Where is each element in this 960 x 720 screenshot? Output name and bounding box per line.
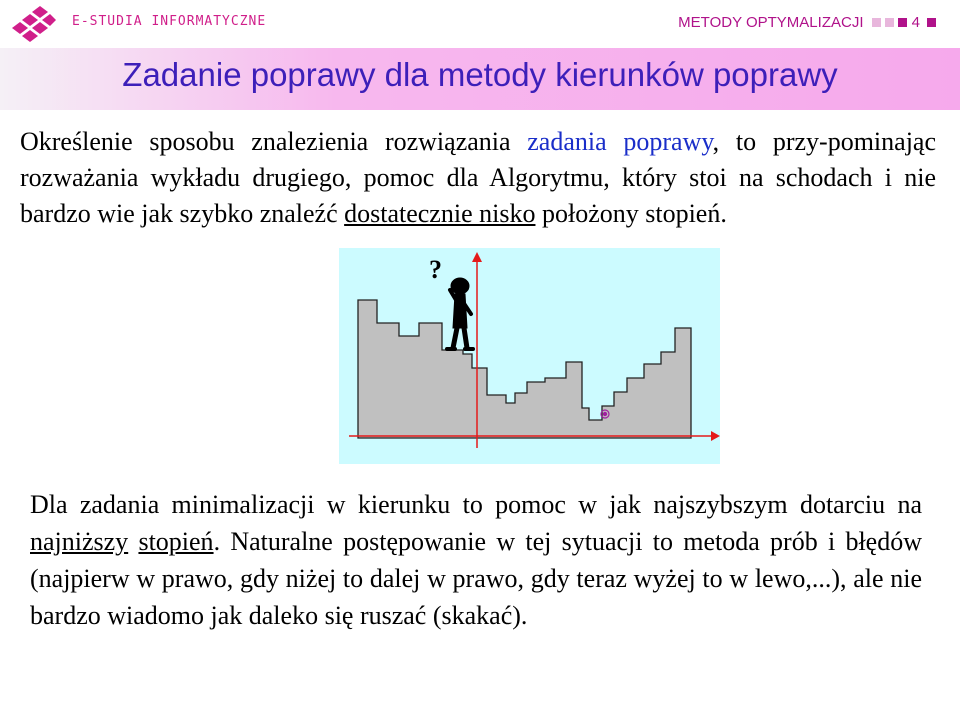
- para2-text-2: . Naturalne postępowanie w tej sytuacji to metoda prób i błędów (najpierw w prawo, gdy niżej to dalej w prawo, gdy teraz wyżej to w lewo,...), ale nie bardzo wiadomo jak daleko się ruszać (skakać).: [30, 527, 922, 630]
- svg-text:?: ?: [429, 255, 442, 284]
- para2-text-1: Dla zadania minimalizacji w kierunku to pomoc w jak najszybszym dotarciu na: [30, 490, 922, 519]
- header-bar: [0, 0, 960, 48]
- x-axis-arrow-icon: [711, 431, 720, 441]
- para1-highlight: zadania poprawy: [527, 127, 713, 156]
- paragraph-intro: [20, 124, 936, 232]
- para2-underlined-1: najniższy: [30, 527, 129, 556]
- staircase-illustration: [339, 248, 720, 464]
- square-icon: [885, 18, 894, 27]
- staircase-steps: [358, 300, 691, 438]
- square-icon: [898, 18, 907, 27]
- para2-space: [128, 527, 138, 556]
- course-name: METODY OPTYMALIZACJI: [678, 14, 864, 31]
- square-icon: [927, 18, 936, 27]
- staircase-figure: [339, 248, 720, 464]
- slide-title: Zadanie poprawy dla metody kierunków poprawy: [122, 56, 838, 93]
- paragraph-minimization: [30, 486, 922, 634]
- y-axis-arrow-icon: [472, 252, 482, 262]
- para1-text-3: położony stopień.: [535, 199, 727, 228]
- course-header: [678, 14, 936, 31]
- brand-name: E-STUDIA INFORMATYCZNE: [72, 14, 267, 29]
- para1-text-2: , to przy-pominając rozważania wykładu drugiego, pomoc dla Algorytmu, który stoi na schodach i nie bardzo wie jak szybko znaleźć: [20, 127, 936, 228]
- slide-number: 4: [911, 14, 920, 31]
- para1-text-1: Określenie sposobu znalezienia rozwiązania: [20, 127, 528, 156]
- para2-underlined-2: stopień: [138, 527, 214, 556]
- para1-underlined: dostatecznie nisko: [344, 199, 536, 228]
- square-icon: [872, 18, 881, 27]
- e-studia-logo-icon: [8, 4, 56, 42]
